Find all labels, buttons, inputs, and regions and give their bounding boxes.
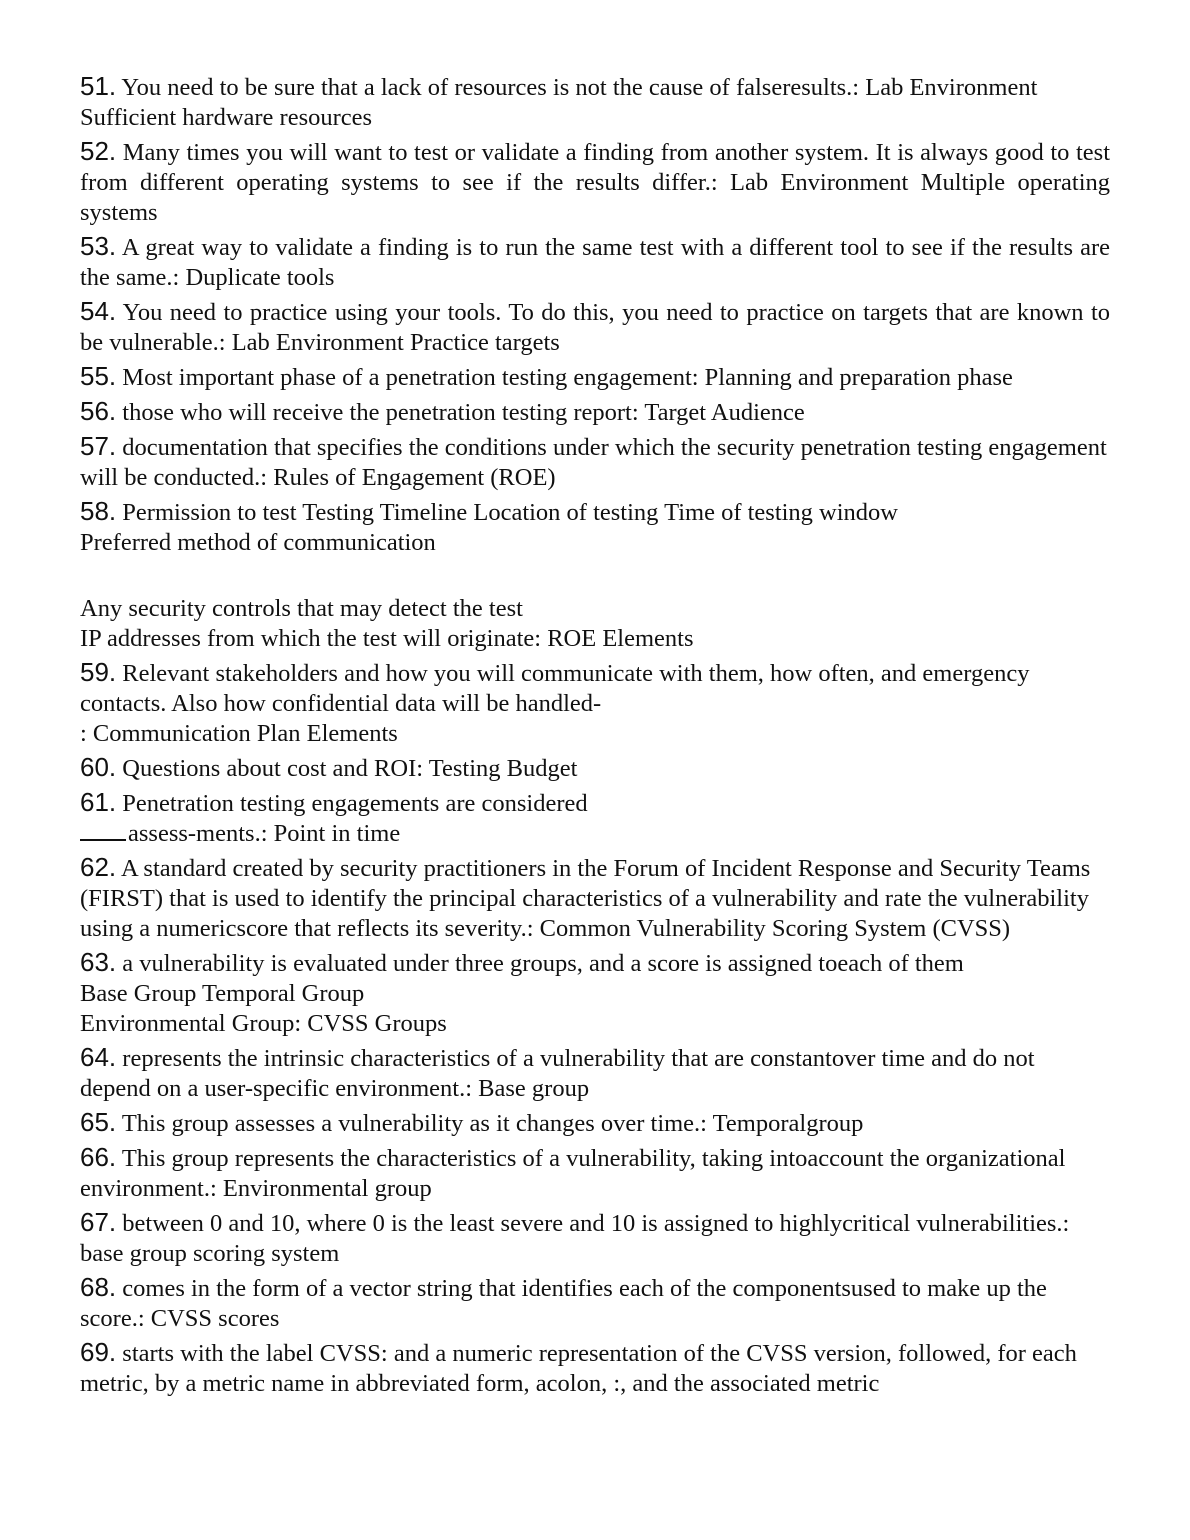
question-number: 55. — [80, 361, 117, 391]
question-61 — [80, 787, 1110, 849]
question-text: comes in the form of a vector string that identifies each of the componentsused to make up the score.: CVSS scores — [80, 1275, 1047, 1332]
question-53 — [80, 231, 1110, 293]
question-text: between 0 and 10, where 0 is the least severe and 10 is assigned to highlycritical vulnerabilities.: base group scoring system — [80, 1210, 1070, 1267]
question-59 — [80, 657, 1110, 749]
question-55 — [80, 361, 1110, 393]
question-number: 60. — [80, 752, 117, 782]
question-text-line: Any security controls that may detect the test — [80, 595, 523, 622]
question-text-line: Permission to test Testing Timeline Location of testing Time of testing window — [122, 499, 899, 526]
question-text-line: : Communication Plan Elements — [80, 720, 398, 747]
question-text-line: IP addresses from which the test will originate: ROE Elements — [80, 625, 694, 652]
question-number: 65. — [80, 1107, 117, 1137]
fill-in-blank — [80, 839, 126, 841]
question-66 — [80, 1142, 1110, 1204]
question-57 — [80, 431, 1110, 493]
question-63 — [80, 947, 1110, 1039]
question-51 — [80, 71, 1110, 133]
question-number: 67. — [80, 1207, 117, 1237]
question-number: 56. — [80, 396, 117, 426]
question-number: 62. — [80, 852, 117, 882]
question-text: Many times you will want to test or validate a finding from another system. It is always good to test from different operating systems to see if the results differ.: Lab Environment Multiple operating systems — [80, 139, 1111, 226]
question-number: 54. — [80, 296, 117, 326]
question-number: 68. — [80, 1272, 117, 1302]
question-text-line: Relevant stakeholders and how you will communicate with them, how often, and emergency contacts. Also how confidential data will be handled- — [80, 660, 1030, 717]
question-text: This group assesses a vulnerability as it changes over time.: Temporalgroup — [121, 1110, 864, 1137]
question-text-line: Preferred method of communication — [80, 529, 436, 556]
question-number: 64. — [80, 1042, 117, 1072]
blank-spacer — [80, 558, 1110, 594]
question-68 — [80, 1272, 1110, 1334]
question-text: This group represents the characteristics of a vulnerability, taking intoaccount the organizational environment.: Environmental group — [80, 1145, 1066, 1202]
question-number: 63. — [80, 947, 117, 977]
question-text-line: a vulnerability is evaluated under three groups, and a score is assigned toeach of them — [122, 950, 964, 977]
question-text: You need to be sure that a lack of resources is not the cause of falseresults.: Lab Environment Sufficient hardware resources — [80, 74, 1038, 131]
question-56 — [80, 396, 1110, 428]
question-number: 51. — [80, 71, 117, 101]
question-60 — [80, 752, 1110, 784]
question-text-line: assess-ments.: Point in time — [128, 820, 401, 847]
question-text-line: Base Group Temporal Group — [80, 980, 365, 1007]
question-text: starts with the label CVSS: and a numeric representation of the CVSS version, followed, for each metric, by a metric name in abbreviated form, acolon, :, and the associated metric — [80, 1340, 1077, 1397]
question-number: 66. — [80, 1142, 117, 1172]
question-number: 52. — [80, 136, 117, 166]
question-text: documentation that specifies the conditions under which the security penetration testing engagement will be conducted.: Rules of Engagement (ROE) — [80, 434, 1107, 491]
question-69 — [80, 1337, 1110, 1399]
question-text: those who will receive the penetration testing report: Target Audience — [122, 399, 805, 426]
question-text: Most important phase of a penetration testing engagement: Planning and preparation phase — [122, 364, 1013, 391]
question-text: You need to practice using your tools. To do this, you need to practice on targets that are known to be vulnerable.: Lab Environment Practice targets — [80, 299, 1110, 356]
question-text: represents the intrinsic characteristics of a vulnerability that are constantover time and do not depend on a user-specific environment.: Base group — [80, 1045, 1035, 1102]
question-number: 53. — [80, 231, 117, 261]
question-62 — [80, 852, 1110, 944]
question-54 — [80, 296, 1110, 358]
question-number: 61. — [80, 787, 117, 817]
question-52 — [80, 136, 1110, 228]
question-number: 69. — [80, 1337, 117, 1367]
question-number: 59. — [80, 657, 117, 687]
question-64 — [80, 1042, 1110, 1104]
document-page — [80, 71, 1110, 1402]
question-text-line: Penetration testing engagements are considered — [122, 790, 588, 817]
question-text: Questions about cost and ROI: Testing Budget — [122, 755, 578, 782]
question-text: A standard created by security practitioners in the Forum of Incident Response and Security Teams (FIRST) that is used to identify the principal characteristics of a vulnerability and rate the vulnerability using a numericscore that reflects its severity.: Common Vulnerability Scoring System (CVSS) — [80, 855, 1091, 942]
question-text-line: Environmental Group: CVSS Groups — [80, 1010, 447, 1037]
question-67 — [80, 1207, 1110, 1269]
question-number: 57. — [80, 431, 117, 461]
question-65 — [80, 1107, 1110, 1139]
question-58 — [80, 496, 1110, 654]
question-number: 58. — [80, 496, 117, 526]
question-text: A great way to validate a finding is to run the same test with a different tool to see if the results are the same.: Duplicate tools — [80, 234, 1110, 291]
